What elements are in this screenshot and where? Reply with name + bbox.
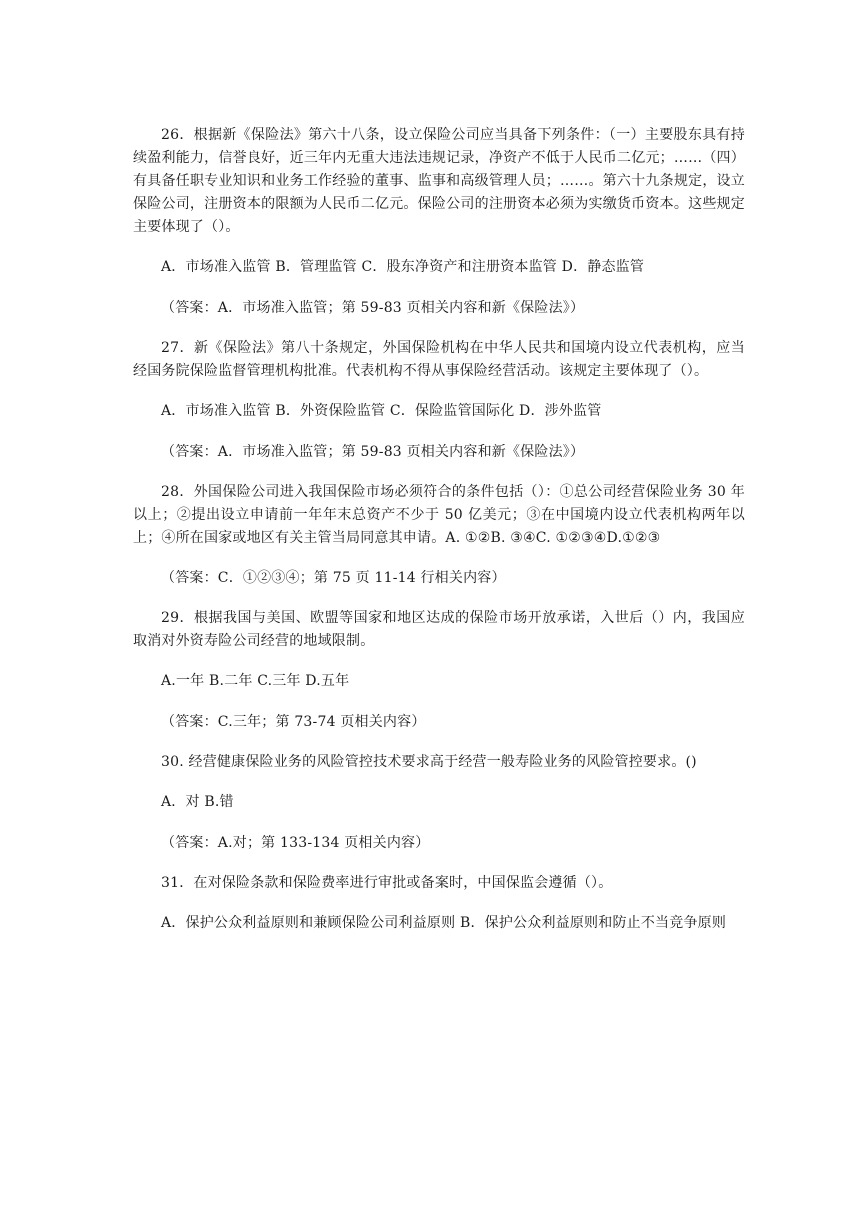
question-29-answer: （答案：C.三年；第 73-74 页相关内容）	[161, 714, 426, 730]
question-29-stem: 29．根据我国与美国、欧盟等国家和地区达成的保险市场开放承诺，入世后（）内，我国应取消对外资寿险公司经营的地域限制。	[133, 610, 745, 649]
question-29-options: A.一年 B.二年 C.三年 D.五年	[161, 673, 350, 689]
question-30-options: A．对 B.错	[161, 794, 234, 810]
question-28-stem: 28．外国保险公司进入我国保险市场必须符合的条件包括（）：①总公司经营保险业务 30 年以上；②提出设立申请前一年年末总资产不少于 50 亿美元；③在中国境内设立代表机构两年以上；④所在国家或地区有关主管当局同意其申请。A. ①②B. ③④C. ①②③④D.①②③	[133, 484, 745, 546]
question-31-options: A．保护公众利益原则和兼顾保险公司利益原则 B．保护公众利益原则和防止不当竞争原则	[161, 915, 727, 931]
question-30-answer: （答案：A.对；第 133-134 页相关内容）	[161, 835, 430, 851]
question-26-stem: 26．根据新《保险法》第六十八条，设立保险公司应当具备下列条件：（一）主要股东具有持续盈利能力，信誉良好，近三年内无重大违法违规记录，净资产不低于人民币二亿元；……（四）有具备任职专业知识和业务工作经验的董事、监事和高级管理人员；……。第六十九条规定，设立保险公司，注册资本的限额为人民币二亿元。保险公司的注册资本必须为实缴货币资本。这些规定主要体现了（）。	[133, 127, 745, 235]
question-28-answer: （答案：C．①②③④；第 75 页 11-14 行相关内容）	[161, 570, 506, 586]
question-26-options: A．市场准入监管 B．管理监管 C．股东净资产和注册资本监管 D．静态监管	[161, 259, 645, 275]
question-31-stem: 31．在对保险条款和保险费率进行审批或备案时，中国保监会遵循（）。	[161, 875, 613, 891]
question-27-stem: 27．新《保险法》第八十条规定，外国保险机构在中华人民共和国境内设立代表机构，应当经国务院保险监督管理机构批准。代表机构不得从事保险经营活动。该规定主要体现了（）。	[133, 340, 745, 379]
question-27-options: A．市场准入监管 B．外资保险监管 C．保险监管国际化 D．涉外监管	[161, 403, 602, 419]
question-27-answer: （答案：A．市场准入监管；第 59-83 页相关内容和新《保险法》）	[161, 444, 585, 460]
question-26-answer: （答案：A．市场准入监管；第 59-83 页相关内容和新《保险法》）	[161, 300, 585, 316]
question-30-stem: 30. 经营健康保险业务的风险管控技术要求高于经营一般寿险业务的风险管控要求。()	[161, 754, 697, 770]
document-body	[133, 124, 745, 935]
